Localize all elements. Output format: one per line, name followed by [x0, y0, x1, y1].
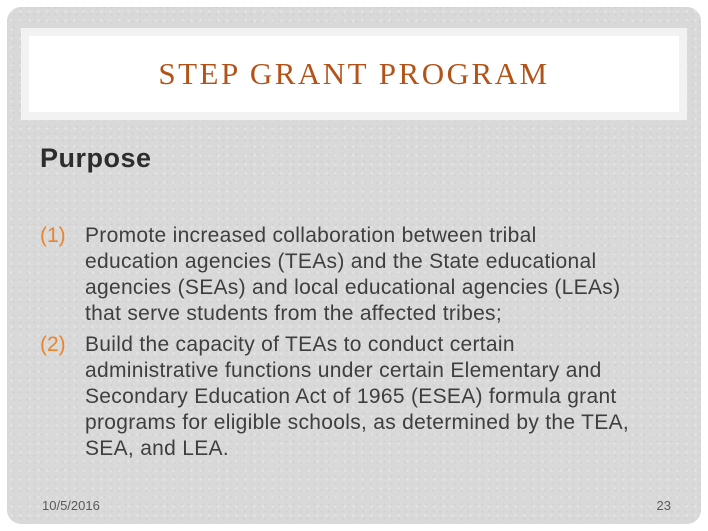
numbered-list — [40, 223, 670, 467]
text-line: Build the capacity of TEAs to conduct certain — [85, 333, 515, 356]
list-item — [40, 332, 670, 462]
page-number: 23 — [656, 498, 671, 513]
slide-title: STEP GRANT PROGRAM — [158, 56, 550, 91]
text-line: programs for eligible schools, as determined by the TEA, — [85, 411, 630, 434]
list-item-text — [85, 223, 670, 327]
text-line: agencies (SEAs) and local educational agencies (LEAs) — [85, 276, 621, 299]
text-line: education agencies (TEAs) and the State educational — [85, 250, 597, 273]
slide-canvas — [7, 7, 701, 524]
list-item-marker: (1) — [40, 224, 66, 247]
title-banner-inner — [29, 36, 679, 112]
text-line: SEA, and LEA. — [85, 437, 229, 460]
list-item-text — [85, 332, 670, 462]
text-line: administrative functions under certain Elementary and — [85, 359, 602, 382]
footer-date: 10/5/2016 — [42, 498, 100, 513]
text-line: Promote increased collaboration between tribal — [85, 224, 537, 247]
title-banner-frame — [21, 28, 687, 120]
purpose-heading: Purpose — [40, 143, 152, 173]
list-item — [40, 223, 670, 327]
list-item-marker: (2) — [40, 333, 66, 356]
text-line: that serve students from the affected tribes; — [85, 302, 502, 325]
text-line: Secondary Education Act of 1965 (ESEA) formula grant — [85, 385, 617, 408]
